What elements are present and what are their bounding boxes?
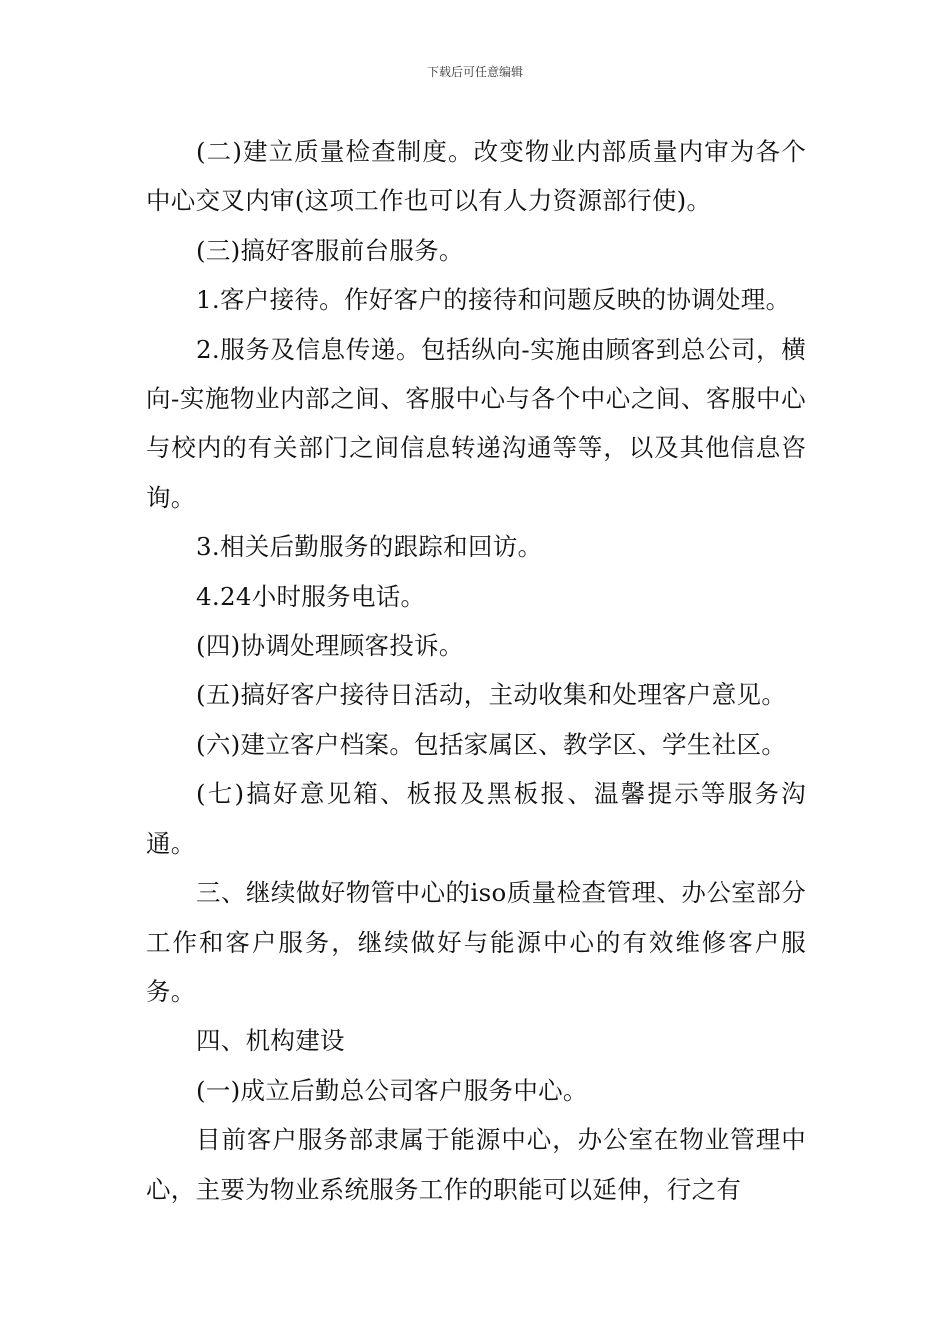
- paragraph-suggestion-box: (七)搞好意见箱、板报及黑板报、温馨提示等服务沟通。: [146, 779, 806, 858]
- paragraph-reception-day: (五)搞好客户接待日活动，主动收集和处理客户意见。: [196, 680, 787, 710]
- paragraph-complaints: (四)协调处理顾客投诉。: [196, 631, 464, 661]
- paragraph-customer-files: (六)建立客户档案。包括家属区、教学区、学生社区。: [196, 729, 787, 759]
- document-body: [146, 127, 806, 1214]
- paragraph-service-center: (一)成立后勤总公司客户服务中心。: [196, 1075, 588, 1105]
- paragraph-hotline: 4.24小时服务电话。: [196, 581, 426, 611]
- paragraph-front-desk: (三)搞好客服前台服务。: [196, 235, 464, 265]
- paragraph-reception: 1.客户接待。作好客户的接待和问题反映的协调处理。: [196, 285, 791, 315]
- paragraph-current-status: 目前客户服务部隶属于能源中心，办公室在物业管理中心，主要为物业系统服务工作的职能可以延伸，行之有: [146, 1125, 806, 1204]
- paragraph-section-four-heading: 四、机构建设: [196, 1026, 345, 1056]
- page-header: 下载后可任意编辑: [426, 65, 523, 79]
- paragraph-follow-up: 3.相关后勤服务的跟踪和回访。: [196, 532, 543, 562]
- paragraph-section-three: 三、继续做好物管中心的iso质量检查管理、办公室部分工作和客户服务，继续做好与能源中心的有效维修客户服务。: [146, 878, 806, 1006]
- paragraph-quality-check: (二)建立质量检查制度。改变物业内部质量内审为各个中心交叉内审(这项工作也可以有人力资源部行使)。: [146, 137, 806, 216]
- paragraph-info-transfer: 2.服务及信息传递。包括纵向-实施由顾客到总公司，横向-实施物业内部之间、客服中心与各个中心之间、客服中心与校内的有关部门之间信息转递沟通等等，以及其他信息咨询。: [146, 334, 806, 512]
